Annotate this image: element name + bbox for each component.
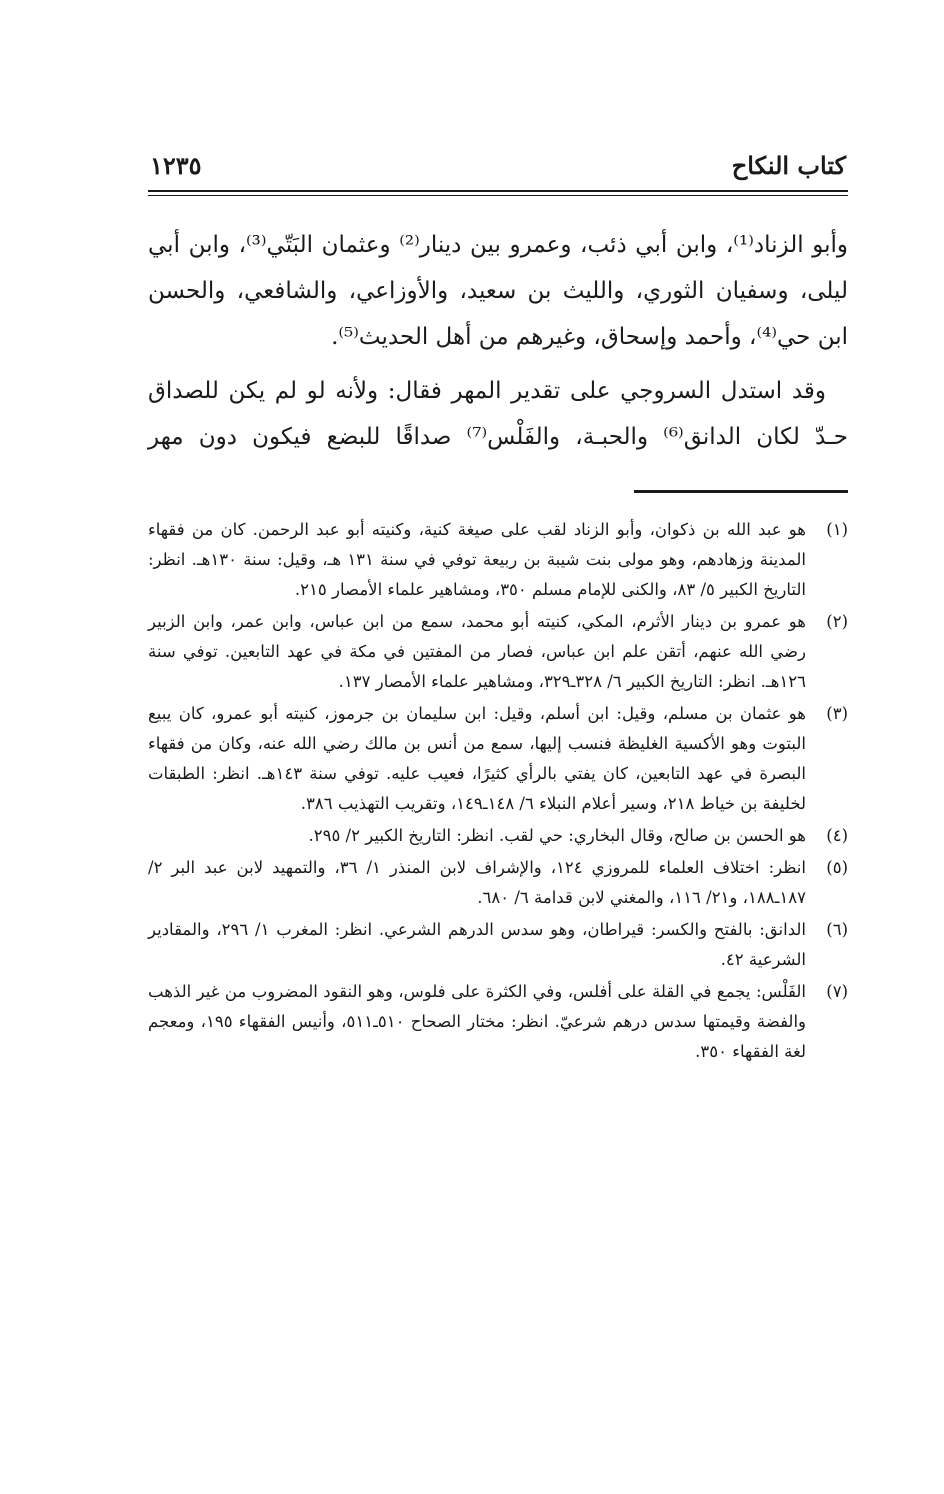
footnote-text: الفَلْس: يجمع في القلة على أفلس، وفي الكثرة على فلوس، وهو النقود المضروب من غير الذهب والفضة وقيمتها سدس درهم شرعيّ. انظر: مختار الصحاح ٥١٠ـ٥١١، وأنيس الفقهاء ١٩٥، ومعجم لغة الفقهاء ٣٥٠.	[148, 982, 807, 1061]
footnote-item	[148, 853, 848, 913]
footnote-item	[148, 515, 848, 605]
footnote-item	[148, 699, 848, 819]
page-number: ١٢٣٥	[150, 151, 202, 180]
footnote-number: (٥)	[826, 858, 848, 877]
footnote-number: (٤)	[826, 826, 848, 845]
chapter-title: كتاب النكاح	[731, 151, 846, 180]
footnote-number: (٧)	[826, 982, 848, 1001]
main-text	[148, 222, 848, 460]
footnote-number: (٢)	[826, 612, 848, 631]
running-header	[148, 140, 848, 180]
footnote-number: (٦)	[826, 920, 848, 939]
footnotes	[148, 515, 848, 1067]
footnote-number: (٣)	[826, 704, 848, 723]
header-rule	[148, 190, 848, 192]
main-paragraph: وقد استدل السروجي على تقدير المهر فقال: ولأنه لو لم يكن للصداق حـدّ لكان الدانق⁽⁶⁾ والحبـة، والفَلْس⁽⁷⁾ صداقًا للبضع فيكون دون مهر	[148, 378, 848, 450]
footnote-item	[148, 915, 848, 975]
footnote-text: هو الحسن بن صالح، وقال البخاري: حي لقب. انظر: التاريخ الكبير ٢/ ٢٩٥.	[308, 826, 806, 845]
book-page	[148, 140, 848, 1069]
footnote-item	[148, 977, 848, 1067]
footnote-text: هو عمرو بن دينار الأثرم، المكي، كنيته أبو محمد، سمع من ابن عباس، وابن عمر، وابن الزبير رضي الله عنهم، أتقن علم ابن عباس، فصار من المفتين في مكة في عهد التابعين. توفي سنة ١٢٦هـ. انظر: التاريخ الكبير ٦/ ٣٢٨ـ٣٢٩، ومشاهير علماء الأمصار ١٣٧.	[148, 612, 806, 691]
main-paragraph: وأبو الزناد⁽¹⁾، وابن أبي ذئب، وعمرو بين دينار⁽²⁾ وعثمان البَتّي⁽³⁾، وابن أبي ليلى، وسفيان الثوري، والليث بن سعيد، والأوزاعي، والشافعي، والحسن ابن حي⁽⁴⁾، وأحمد وإسحاق، وغيرهم من أهل الحديث⁽⁵⁾.	[148, 232, 848, 350]
footnote-number: (١)	[826, 520, 848, 539]
footnote-separator	[634, 490, 848, 493]
footnote-text: هو عثمان بن مسلم، وقيل: ابن أسلم، وقيل: ابن سليمان بن جرموز، كنيته أبو عمرو، كان يبيع البتوت وهو الأكسية الغليظة فنسب إليها، سمع من أنس بن مالك رضي الله عنه، وكان من فقهاء البصرة في عهد التابعين، كان يفتي بالرأي كثيرًا، فعيب عليه. توفي سنة ١٤٣هـ. انظر: الطبقات لخليفة بن خياط ٢١٨، وسير أعلام النبلاء ٦/ ١٤٨ـ١٤٩، وتقريب التهذيب ٣٨٦.	[148, 704, 806, 813]
footnote-item	[148, 821, 848, 851]
footnote-text: هو عبد الله بن ذكوان، وأبو الزناد لقب على صيغة كنية، وكنيته أبو عبد الرحمن. كان من فقهاء المدينة وزهادهم، وهو مولى بنت شيبة بن ربيعة توفي في سنة ١٣١ هـ، وقيل: سنة ١٣٠هـ. انظر: التاريخ الكبير ٥/ ٨٣، والكنى للإمام مسلم ٣٥٠، ومشاهير علماء الأمصار ٢١٥.	[148, 520, 806, 599]
footnote-text: انظر: اختلاف العلماء للمروزي ١٢٤، والإشراف لابن المنذر ١/ ٣٦، والتمهيد لابن عبد البر ٢/ ١٨٧ـ١٨٨، و٢١/ ١١٦، والمغني لابن قدامة ٦/ ٦٨٠.	[148, 858, 806, 907]
footnote-item	[148, 607, 848, 697]
header-rule-thin	[148, 195, 848, 196]
footnote-text: الدانق: بالفتح والكسر: قيراطان، وهو سدس الدرهم الشرعي. انظر: المغرب ١/ ٢٩٦، والمقادير الشرعية ٤٢.	[148, 920, 806, 969]
